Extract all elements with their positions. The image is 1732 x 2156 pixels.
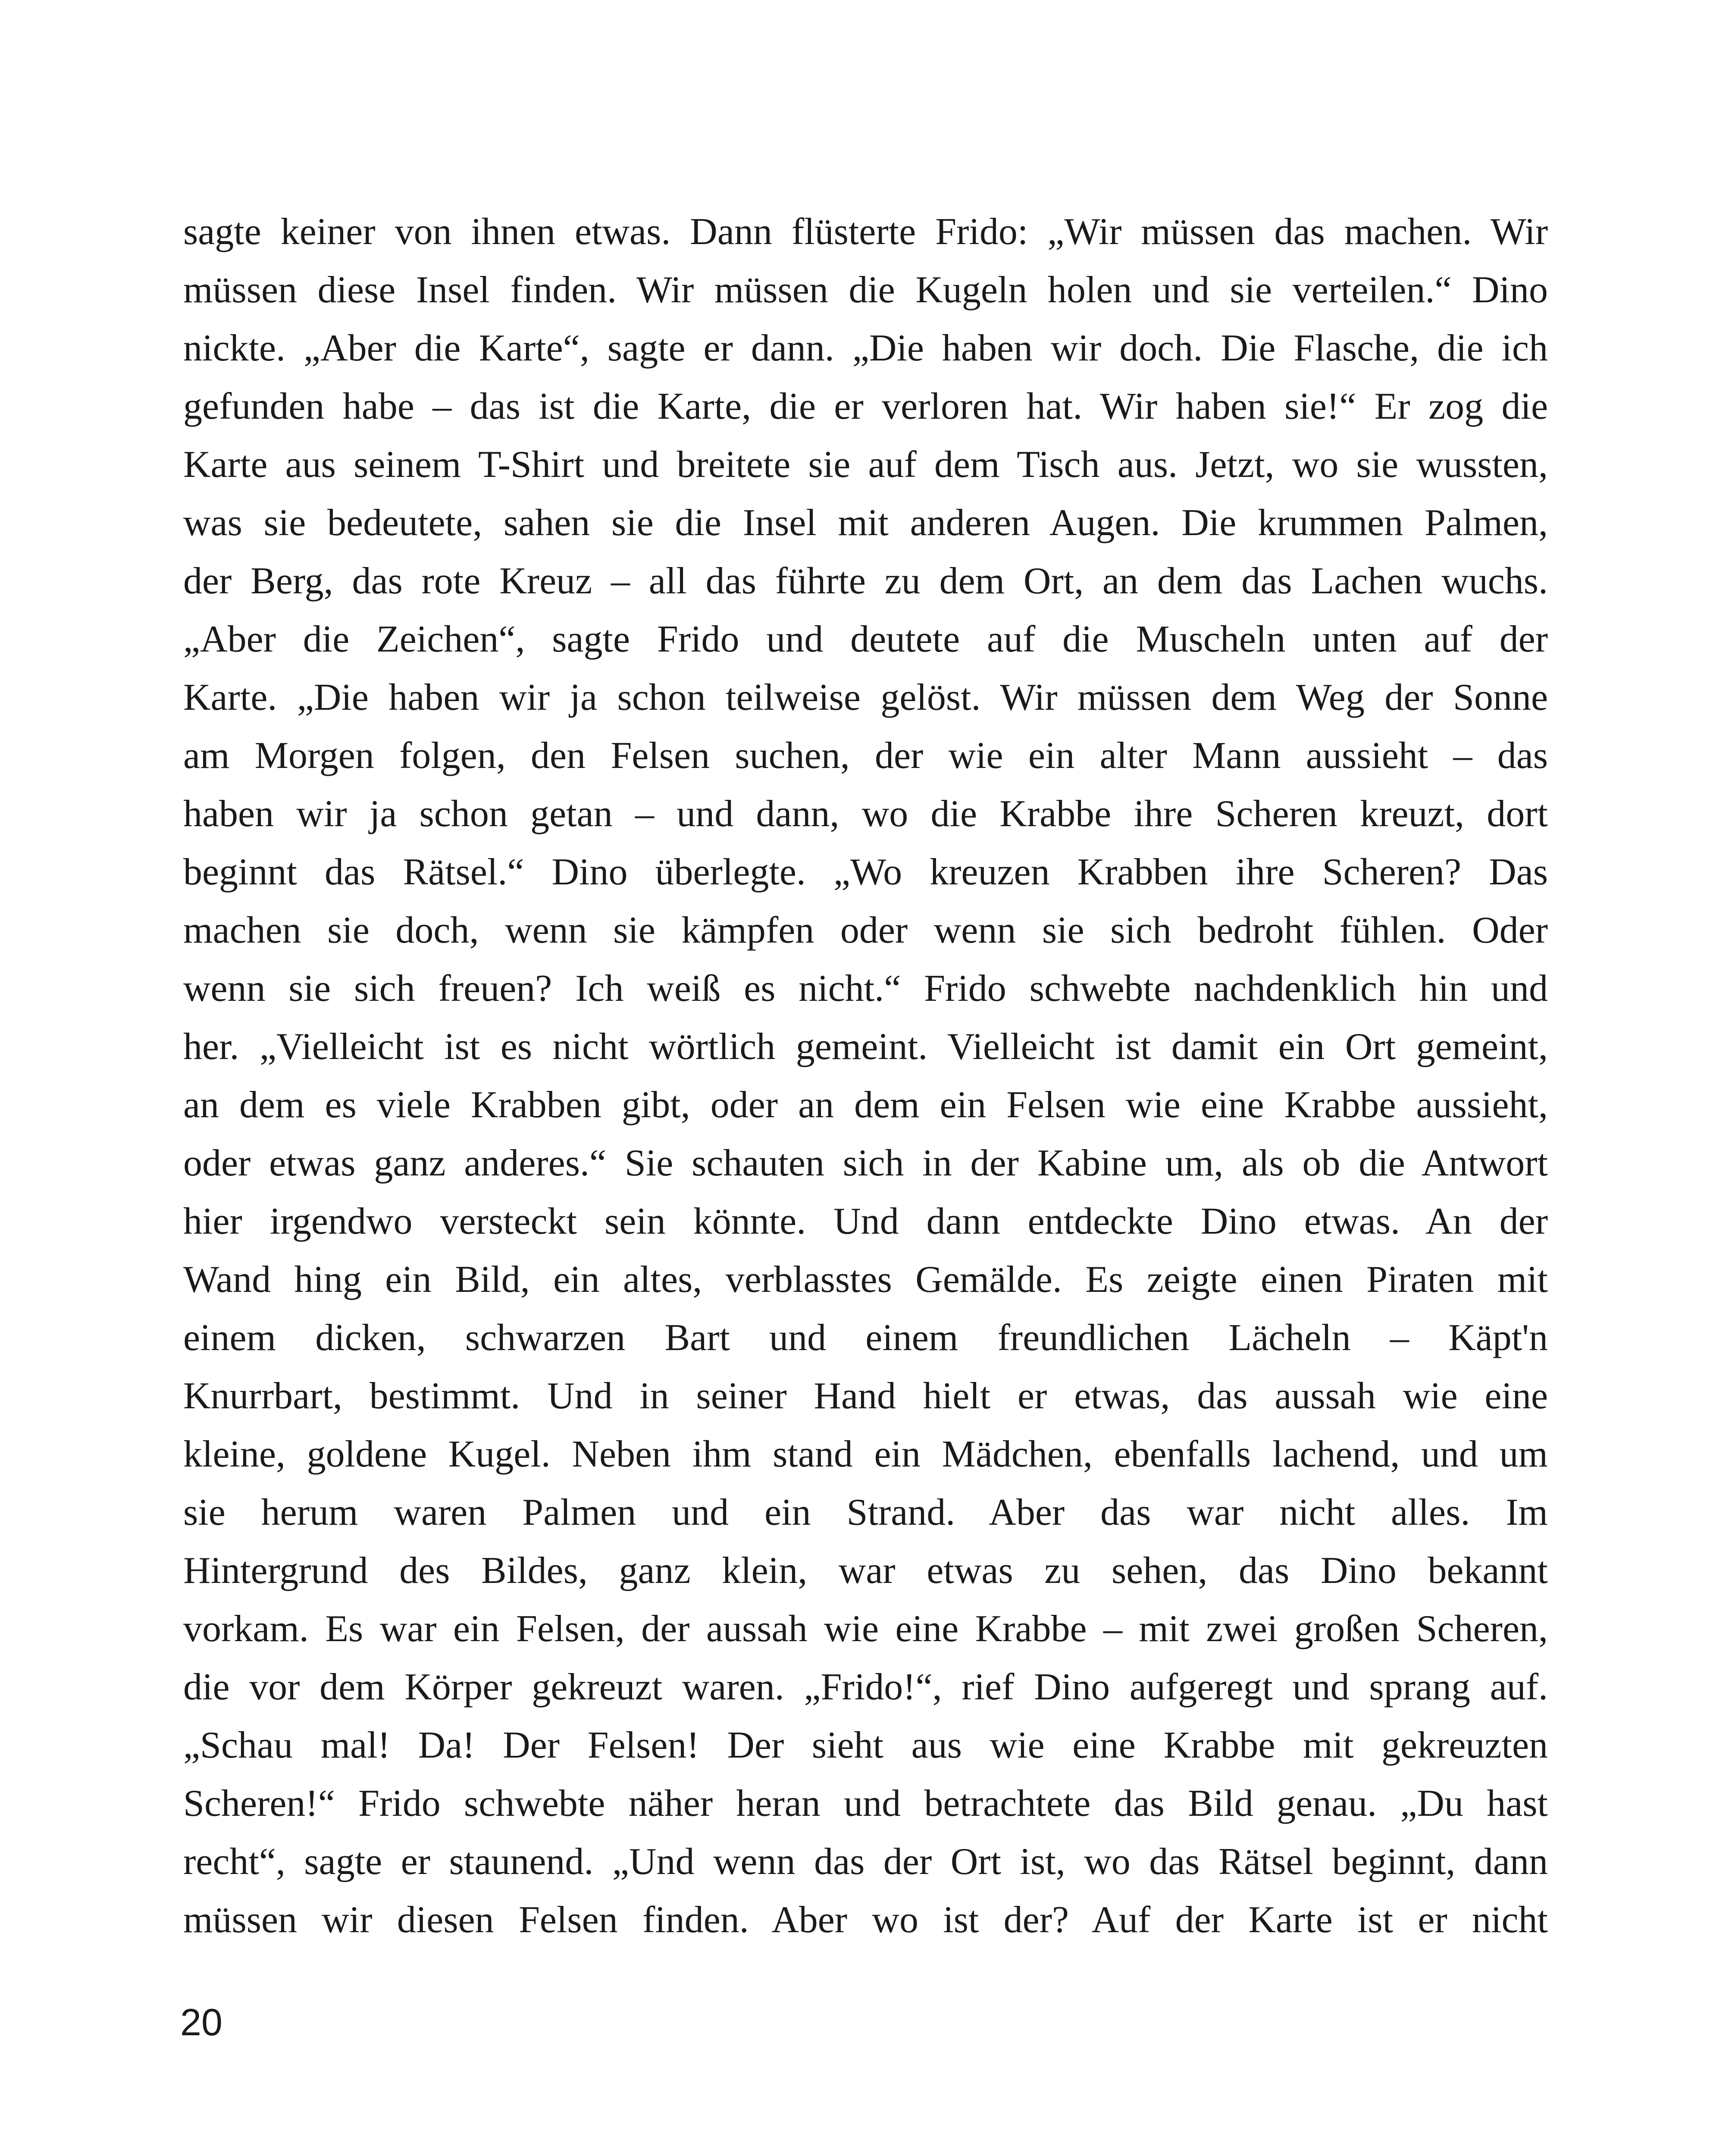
text-line: die vor dem Körper gekreuzt waren. „Frido!“, rief Dino aufgeregt und sprang auf.	[183, 1666, 1548, 1708]
text-line: gefunden habe – das ist die Karte, die er verloren hat. Wir haben sie!“ Er zog die	[183, 385, 1548, 427]
text-line: wenn sie sich freuen? Ich weiß es nicht.“ Frido schwebte nachdenklich hin und	[183, 968, 1548, 1009]
text-line: Wand hing ein Bild, ein altes, verblasstes Gemälde. Es zeigte einen Piraten mit	[183, 1259, 1548, 1300]
text-line: am Morgen folgen, den Felsen suchen, der wie ein alter Mann aussieht – das	[183, 735, 1548, 777]
text-line: recht“, sagte er staunend. „Und wenn das der Ort ist, wo das Rätsel beginnt, dann	[183, 1841, 1548, 1883]
text-line: her. „Vielleicht ist es nicht wörtlich gemeint. Vielleicht ist damit ein Ort gemeint,	[183, 1026, 1548, 1068]
text-line: der Berg, das rote Kreuz – all das führte zu dem Ort, an dem das Lachen wuchs.	[183, 560, 1548, 602]
text-line: sagte keiner von ihnen etwas. Dann flüsterte Frido: „Wir müssen das machen. Wir	[183, 211, 1548, 253]
text-line: müssen wir diesen Felsen finden. Aber wo ist der? Auf der Karte ist er nicht	[183, 1899, 1548, 1941]
text-line: vorkam. Es war ein Felsen, der aussah wie eine Krabbe – mit zwei großen Scheren,	[183, 1608, 1548, 1650]
text-line: kleine, goldene Kugel. Neben ihm stand ein Mädchen, ebenfalls lachend, und um	[183, 1433, 1548, 1475]
text-line: einem dicken, schwarzen Bart und einem freundlichen Lächeln – Käpt'n	[183, 1317, 1548, 1359]
text-line: Knurrbart, bestimmt. Und in seiner Hand hielt er etwas, das aussah wie eine	[183, 1375, 1548, 1417]
text-line: haben wir ja schon getan – und dann, wo die Krabbe ihre Scheren kreuzt, dort	[183, 793, 1548, 835]
text-line: Karte. „Die haben wir ja schon teilweise gelöst. Wir müssen dem Weg der Sonne	[183, 677, 1548, 718]
text-line: was sie bedeutete, sahen sie die Insel mit anderen Augen. Die krummen Palmen,	[183, 502, 1548, 544]
page-number: 20	[180, 2001, 222, 2043]
text-line: hier irgendwo versteckt sein könnte. Und dann entdeckte Dino etwas. An der	[183, 1200, 1548, 1242]
text-line: an dem es viele Krabben gibt, oder an dem ein Felsen wie eine Krabbe aussieht,	[183, 1084, 1548, 1126]
body-text	[183, 203, 1548, 1949]
text-line: Hintergrund des Bildes, ganz klein, war etwas zu sehen, das Dino bekannt	[183, 1550, 1548, 1592]
text-line: „Aber die Zeichen“, sagte Frido und deutete auf die Muscheln unten auf der	[183, 618, 1548, 660]
text-line: machen sie doch, wenn sie kämpfen oder wenn sie sich bedroht fühlen. Oder	[183, 909, 1548, 951]
text-line: Scheren!“ Frido schwebte näher heran und betrachtete das Bild genau. „Du hast	[183, 1783, 1548, 1824]
text-line: nickte. „Aber die Karte“, sagte er dann. „Die haben wir doch. Die Flasche, die ich	[183, 327, 1548, 369]
text-line: sie herum waren Palmen und ein Strand. Aber das war nicht alles. Im	[183, 1492, 1548, 1533]
text-line: beginnt das Rätsel.“ Dino überlegte. „Wo kreuzen Krabben ihre Scheren? Das	[183, 851, 1548, 893]
text-line: Karte aus seinem T-Shirt und breitete sie auf dem Tisch aus. Jetzt, wo sie wussten,	[183, 444, 1548, 486]
text-line: oder etwas ganz anderes.“ Sie schauten sich in der Kabine um, als ob die Antwort	[183, 1142, 1548, 1184]
text-line: „Schau mal! Da! Der Felsen! Der sieht aus wie eine Krabbe mit gekreuzten	[183, 1724, 1548, 1766]
text-line: müssen diese Insel finden. Wir müssen die Kugeln holen und sie verteilen.“ Dino	[183, 269, 1548, 311]
